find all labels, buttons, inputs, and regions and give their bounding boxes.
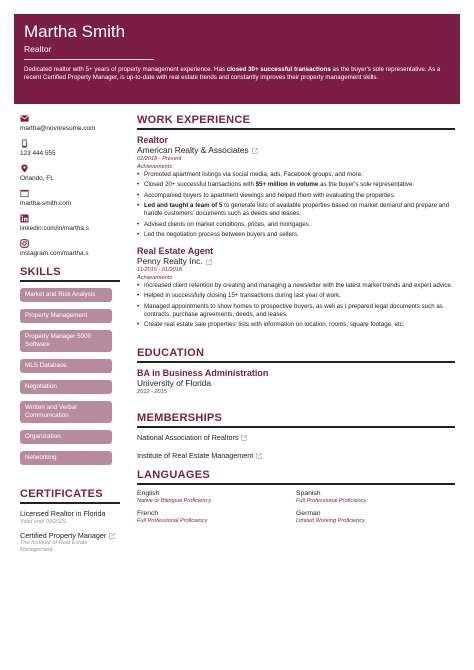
membership-text: Institute of Real Estate Management (137, 451, 254, 461)
company-name-text: American Realty & Associates (137, 145, 249, 155)
role-underline (24, 59, 154, 60)
contact-text: martha@novoresume.com (20, 125, 96, 132)
skill-tag: Organization (20, 430, 112, 444)
bullet-text: Helped in successfully closing 15+ transactions during last year of work. (144, 292, 341, 300)
list-item (137, 221, 455, 229)
bullet-text: Create real estate sale properties' lists with information on location, rooms, square footage, etc. (144, 321, 405, 329)
language-name: French (137, 510, 159, 518)
memberships-title: MEMBERSHIPS (137, 412, 223, 425)
external-link-icon[interactable] (206, 259, 212, 265)
list-item (137, 321, 455, 329)
job-title: Real Estate Agent (137, 245, 214, 256)
company-name (137, 256, 455, 266)
skill-tag: Market and Risk Analysis (20, 288, 112, 302)
certificates-title: CERTIFICATES (20, 488, 103, 500)
skill-tag: Property Manager 5000 Software (20, 330, 112, 352)
contact-phone[interactable] (20, 139, 120, 158)
bullet-text: Increased client retention by creating and managing a newsletter with the latest market trends and expert advice. (144, 281, 453, 289)
language-name: German (296, 510, 321, 518)
summary-bold: closed 30+ successful transactions (226, 66, 331, 73)
job-title: Realtor (137, 135, 169, 145)
company-name-text: Penny Realty Inc. (137, 255, 203, 266)
header-banner (14, 14, 460, 104)
certificate-detail: The Institute of Real Estate Management (20, 540, 88, 554)
language-level: Full Professional Proficiency (296, 498, 367, 505)
bullet-text: Promoted apartment listings via social media, ads, Facebook groups, and more. (144, 171, 363, 178)
list-item (137, 231, 455, 239)
languages-rule (137, 483, 455, 485)
sidebar (20, 114, 120, 560)
list-item (137, 202, 455, 218)
summary (24, 66, 448, 83)
achievements-label: Achievements (137, 274, 173, 281)
job-dates: 11/2015 - 01/2018 (137, 266, 182, 273)
bullet-text: Closed 20+ successful transactions with (144, 181, 256, 189)
certificates-section (20, 488, 120, 554)
bullet-text: Accompanied buyers to apartment viewings and helped them with evaluating the properties. (144, 191, 396, 199)
certificate-name-text: Certified Property Manager (20, 530, 107, 540)
contact-linkedin[interactable] (20, 214, 120, 233)
contact-text: 123 444 555 (20, 150, 56, 157)
skill-tag: Negotiation (20, 380, 112, 394)
contact-email[interactable] (20, 114, 120, 133)
skill-tag: MLS Database (20, 359, 112, 373)
languages-section (137, 469, 455, 530)
education-section (137, 347, 455, 396)
language-name: Spanish (296, 490, 321, 498)
contact-instagram[interactable] (20, 239, 120, 258)
list-item (137, 192, 455, 200)
instagram-icon (20, 239, 29, 248)
membership-item (137, 433, 455, 442)
external-link-icon[interactable] (241, 435, 247, 441)
education-title: EDUCATION (137, 347, 205, 360)
summary-pre: Dedicated realtor with 5+ years of property management experience. Has (24, 66, 227, 73)
bullet-text-end: to generate lists of available properties based on market demand and prepare and handle customers' documents such as deeds and leases. (144, 202, 450, 218)
work-section (137, 114, 455, 329)
certificate-detail: Valid until 09/2029 (20, 518, 66, 525)
email-icon (20, 114, 29, 123)
list-item (137, 292, 455, 300)
membership-text: National Association of Realtors (137, 433, 239, 443)
contact-text: instagram.com/martha.s (20, 250, 89, 257)
job-dates: 02/2018 - Present (137, 156, 182, 162)
certificate-name (20, 532, 120, 541)
degree: BA in Business Administration (137, 368, 269, 379)
job-entry (137, 246, 455, 329)
list-item (137, 181, 455, 189)
skill-tag: Property Management (20, 309, 112, 323)
job-entry (137, 135, 455, 239)
certificates-rule (20, 502, 120, 504)
education-dates: 2012 - 2015 (137, 389, 167, 396)
achievements-label: Achievements (137, 164, 173, 170)
language-item (296, 490, 455, 505)
linkedin-icon (20, 214, 29, 223)
bullet-bold: $5+ million in volume (255, 181, 319, 189)
summary-post: as the buyer's sole representative. As a recent Certified Property Manager, is up-to-date with real estate trends and constantly improves their property management skills. (24, 66, 441, 82)
website-icon (20, 189, 29, 198)
certificate-item (20, 532, 120, 555)
skills-rule (20, 280, 120, 282)
list-item (137, 303, 455, 319)
location-icon (20, 164, 29, 173)
external-link-icon[interactable] (256, 453, 262, 459)
achievement-list (137, 171, 455, 239)
candidate-name: Martha Smith (24, 22, 126, 41)
memberships-section (137, 412, 455, 460)
work-title: WORK EXPERIENCE (137, 114, 251, 126)
candidate-role: Realtor (24, 44, 52, 54)
list-item (137, 282, 455, 290)
language-level: Limited Working Proficiency (296, 518, 366, 525)
language-item (137, 510, 296, 525)
phone-icon (20, 139, 29, 148)
education-rule (137, 361, 455, 363)
contact-location (20, 164, 120, 183)
company-name (137, 145, 455, 155)
bullet-text-end: as the buyer's sole representative. (318, 181, 415, 189)
contact-website[interactable] (20, 189, 120, 208)
certificate-name: Licensed Realtor in Florida (20, 509, 106, 518)
certificate-item (20, 510, 120, 526)
external-link-icon[interactable] (252, 148, 258, 154)
contact-text: linkedin.com/in/martha.s (20, 225, 89, 232)
main-column (137, 114, 455, 530)
work-rule (137, 128, 455, 130)
skills-section (20, 266, 120, 465)
language-level: Native or Bilingual Proficiency (137, 498, 211, 505)
language-item (296, 510, 455, 525)
skill-tag: Networking (20, 451, 112, 465)
achievement-list (137, 282, 455, 329)
language-name: English (137, 490, 160, 498)
bullet-text: Led the negotiation process between buyers and sellers. (144, 230, 299, 238)
memberships-rule (137, 426, 455, 428)
skills-title: SKILLS (20, 266, 61, 278)
bullet-text: Advised clients on market conditions, prices, and mortgages. (144, 220, 311, 228)
school-name: University of Florida (137, 378, 212, 389)
list-item (137, 171, 455, 179)
contact-text: Orlando, FL (20, 175, 54, 182)
language-level: Full Professional Proficiency (137, 518, 208, 525)
bullet-bold: Led and taught a team of 5 (144, 202, 223, 210)
external-link-icon[interactable] (109, 533, 115, 539)
languages-grid (137, 490, 455, 530)
languages-title: LANGUAGES (137, 469, 210, 482)
contact-list (20, 114, 120, 258)
language-item (137, 490, 296, 505)
membership-item (137, 451, 455, 460)
bullet-text: Managed appointments to show homes to prospective buyers, as well as I prepared legal documents such as contracts, purchase agreements, deeds, and leases. (144, 302, 443, 318)
contact-text: martha-smith.com (20, 200, 72, 207)
skill-tag: Written and Verbal Communication (20, 401, 112, 423)
